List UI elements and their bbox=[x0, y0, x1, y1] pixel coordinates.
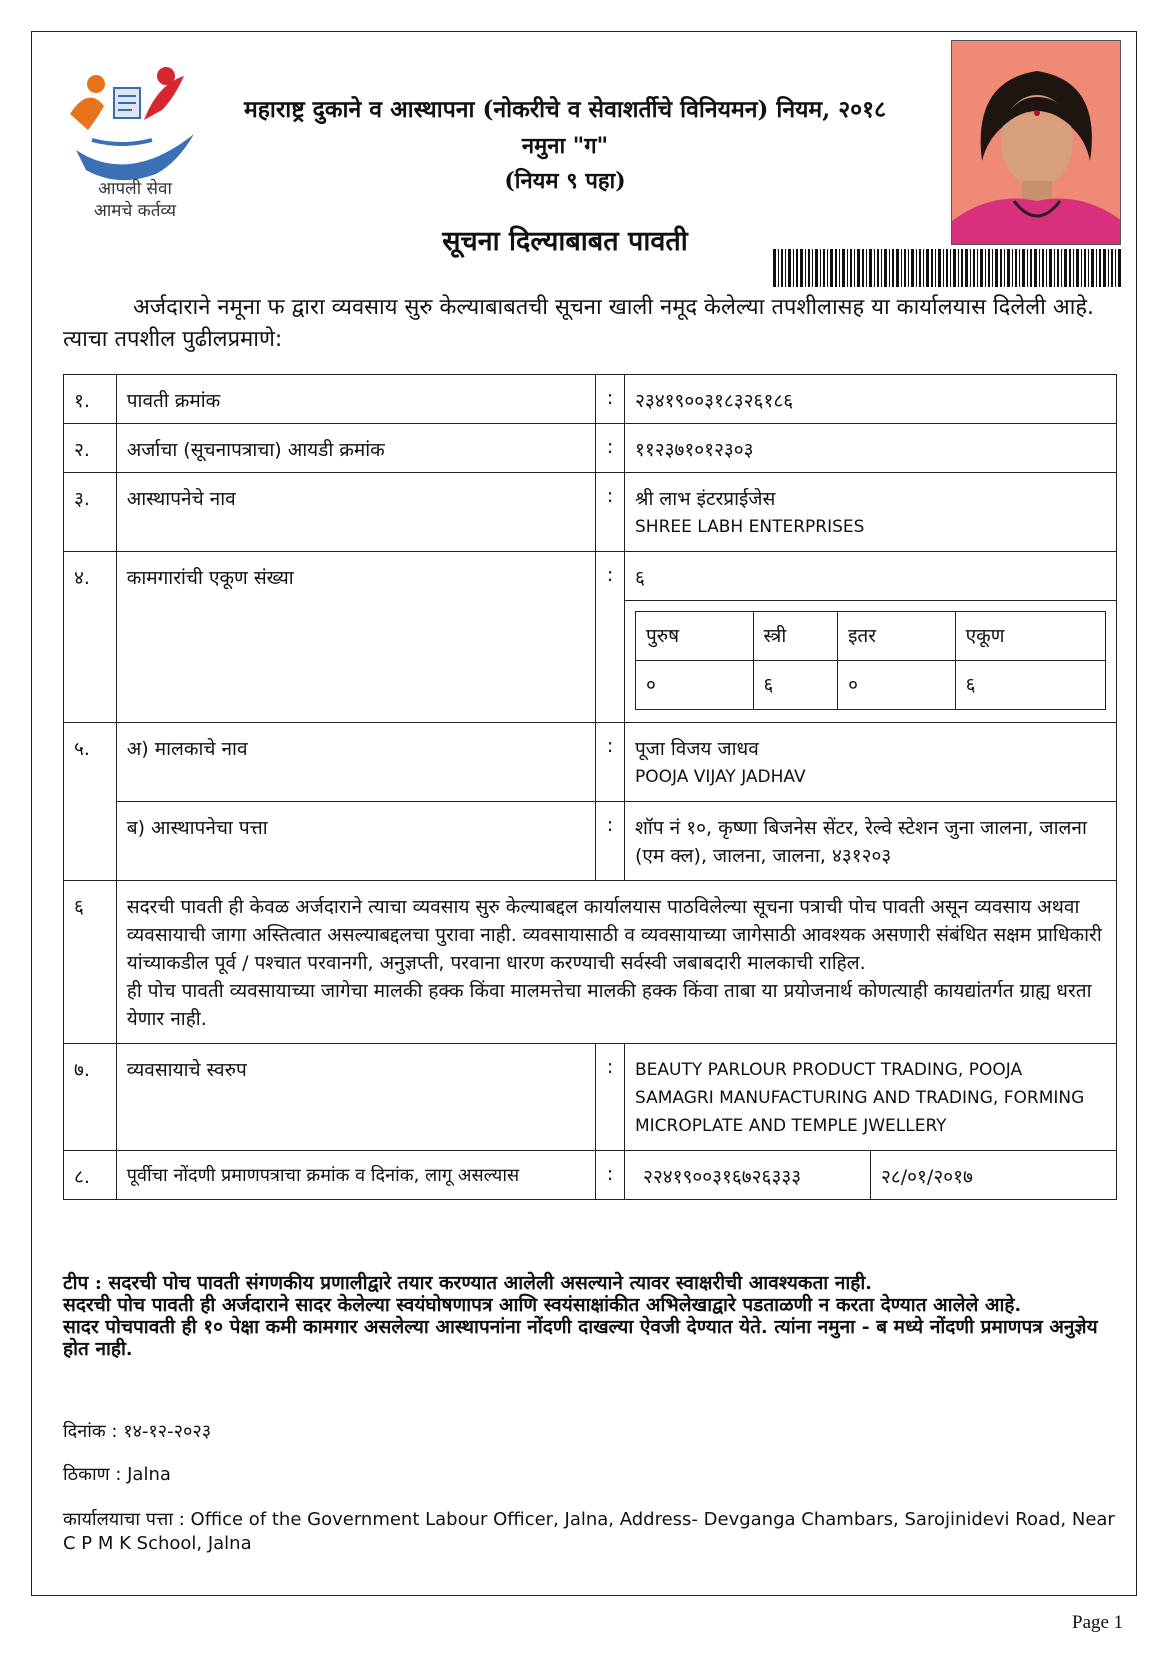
form-rule-heading: महाराष्ट्र दुकाने व आस्थापना (नोकरीचे व सेवाशर्तीचे विनियमन) नियम, २०१८ bbox=[243, 96, 887, 123]
row-number: ८. bbox=[64, 1151, 117, 1200]
separator: : bbox=[596, 424, 625, 473]
previous-registration-number: २२४१९००३१६७२६३३३ bbox=[625, 1151, 871, 1199]
worker-count-label: कामगारांची एकूण संख्या bbox=[116, 552, 595, 723]
establishment-name-value bbox=[625, 473, 1117, 552]
establishment-name-english: SHREE LABH ENTERPRISES bbox=[635, 517, 865, 537]
note-1: टीप : सदरची पोच पावती संगणकीय प्रणालीद्वारे तयार करण्यात आलेली असल्याने त्यावर स्वाक्षरीची आवश्यकता नाही. bbox=[63, 1272, 872, 1294]
table-row bbox=[64, 881, 1117, 1044]
row-number: ४. bbox=[64, 552, 117, 723]
intro-paragraph: अर्जदाराने नमूना फ द्वारा व्यवसाय सुरु केल्याबाबतची सूचना खाली नमूद केलेल्या तपशीलासह या कार्यालयास दिलेली आहे. त्याचा तपशील पुढीलप्रमाणे: bbox=[63, 295, 1095, 352]
row-number: ५. bbox=[64, 723, 117, 881]
note-2: सदरची पोच पावती ही अर्जदाराने सादर केलेल्या स्वयंघोषणापत्र आणि स्वयंसाक्षांकीत अभिलेखाद्वारे पडताळणी न करता देण्यात आलेले आहे. bbox=[63, 1294, 1022, 1316]
business-nature-label: व्यवसायाचे स्वरुप bbox=[116, 1044, 595, 1151]
count-other: ० bbox=[838, 661, 956, 710]
table-row bbox=[64, 552, 1117, 601]
header-total: एकूण bbox=[955, 612, 1105, 661]
row-number: ७. bbox=[64, 1044, 117, 1151]
count-male: ० bbox=[636, 661, 754, 710]
row-number: २. bbox=[64, 424, 117, 473]
logo-tagline: आपली सेवा आमचे कर्तव्य bbox=[93, 179, 177, 221]
issue-place: ठिकाण : Jalna bbox=[63, 1464, 171, 1485]
owner-name-label: अ) मालकाचे नाव bbox=[116, 723, 595, 802]
barcode bbox=[773, 249, 1121, 287]
issue-date: दिनांक : १४-१२-२०२३ bbox=[63, 1421, 212, 1442]
disclaimer-para-2: ही पोच पावती व्यवसायाच्या जागेचा मालकी हक्क किंवा मालमत्तेचा मालकी हक्क किंवा ताबा या प्रयोजनार्थ कोणत्याही कायद्यांतर्गत ग्राह्य धरता येणार नाही. bbox=[126, 980, 1092, 1030]
page-title: सूचना दिल्याबाबत पावती bbox=[442, 226, 688, 257]
worker-count-value: ६ bbox=[625, 552, 1117, 601]
worker-breakdown-cell bbox=[625, 601, 1117, 723]
notes-block bbox=[63, 1272, 1123, 1360]
receipt-number-value: २३४१९००३१८३२६१८६ bbox=[625, 375, 1117, 424]
table-row bbox=[64, 723, 1117, 802]
separator: : bbox=[596, 375, 625, 424]
owner-name-english: POOJA VIJAY JADHAV bbox=[635, 767, 806, 787]
worker-breakdown-table bbox=[635, 611, 1106, 710]
header-male: पुरुष bbox=[636, 612, 754, 661]
details-table bbox=[63, 374, 1117, 1200]
row-number: ६ bbox=[64, 881, 117, 1044]
application-id-label: अर्जाचा (सूचनापत्राचा) आयडी क्रमांक bbox=[116, 424, 595, 473]
receipt-number-label: पावती क्रमांक bbox=[116, 375, 595, 424]
table-row bbox=[64, 1044, 1117, 1151]
previous-registration-label: पूर्वीचा नोंदणी प्रमाणपत्राचा क्रमांक व दिनांक, लागू असल्यास bbox=[116, 1151, 595, 1200]
table-row bbox=[64, 375, 1117, 424]
page-number: Page 1 bbox=[1072, 1612, 1124, 1633]
note-3: सादर पोचपावती ही १० पेक्षा कमी कामगार असलेल्या आस्थापनांना नोंदणी दाखल्या ऐवजी देण्यात येते. त्यांना नमुना - ब मध्ये नोंदणी प्रमाणपत्र अनुज्ञेय होत नाही. bbox=[63, 1316, 1098, 1360]
establishment-name-marathi: श्री लाभ इंटरप्राईजेस bbox=[635, 488, 776, 510]
owner-name-value bbox=[625, 723, 1117, 802]
count-female: ६ bbox=[753, 661, 838, 710]
establishment-address-value: शॉप नं १०, कृष्णा बिजनेस सेंटर, रेल्वे स्टेशन जुना जालना, जालना (एम क्ल), जालना, जालना, ४३१२०३ bbox=[625, 802, 1117, 881]
count-total: ६ bbox=[955, 661, 1105, 710]
business-nature-value: BEAUTY PARLOUR PRODUCT TRADING, POOJA SAMAGRI MANUFACTURING AND TRADING, FORMING MICROPLATE AND TEMPLE JWELLERY bbox=[625, 1044, 1117, 1151]
row-number: ३. bbox=[64, 473, 117, 552]
establishment-address-label: ब) आस्थापनेचा पत्ता bbox=[116, 802, 595, 881]
applicant-photo bbox=[951, 40, 1121, 245]
table-row bbox=[64, 473, 1117, 552]
row-number: १. bbox=[64, 375, 117, 424]
header-other: इतर bbox=[838, 612, 956, 661]
owner-name-marathi: पूजा विजय जाधव bbox=[635, 738, 759, 760]
table-row bbox=[64, 802, 1117, 881]
separator: : bbox=[596, 473, 625, 552]
establishment-name-label: आस्थापनेचे नाव bbox=[116, 473, 595, 552]
application-id-value: ११२३७१०१२३०३ bbox=[625, 424, 1117, 473]
disclaimer-para-1: सदरची पावती ही केवळ अर्जदाराने त्याचा व्यवसाय सुरु केल्याबद्दल कार्यालयास पाठविलेल्या सूचना पत्राची पोच पावती असून व्यवसाय अथवा व्यवसायाची जागा अस्तित्वात असल्याबद्दलचा पुरावा नाही. व्यवसायासाठी व व्यवसायाच्या जागेसाठी आवश्यक असणारी संबंधित सक्षम प्राधिकारी यांच्याकडील पूर्व / पश्चात परवानगी, अनुज्ञप्ती, परवाना धारण करण्याची सर्वस्वी जबाबदारी मालकाची राहिल. bbox=[126, 896, 1102, 974]
separator: : bbox=[596, 1151, 625, 1200]
table-row bbox=[64, 1151, 1117, 1200]
separator: : bbox=[596, 1044, 625, 1151]
table-row bbox=[64, 424, 1117, 473]
header-female: स्त्री bbox=[753, 612, 838, 661]
rule-reference: (नियम ९ पहा) bbox=[504, 168, 626, 194]
separator: : bbox=[596, 723, 625, 802]
previous-registration-cell bbox=[625, 1151, 1117, 1200]
separator: : bbox=[596, 552, 625, 723]
disclaimer-cell bbox=[116, 881, 1116, 1044]
previous-registration-date: २८/०१/२०१७ bbox=[881, 1166, 973, 1188]
office-address: कार्यालयाचा पत्ता : Office of the Government Labour Officer, Jalna, Address- Devganga Chambars, Sarojinidevi Road, Near C P M K School, Jalna bbox=[63, 1509, 1115, 1554]
separator: : bbox=[596, 802, 625, 881]
form-name: नमुना "ग" bbox=[521, 133, 609, 159]
